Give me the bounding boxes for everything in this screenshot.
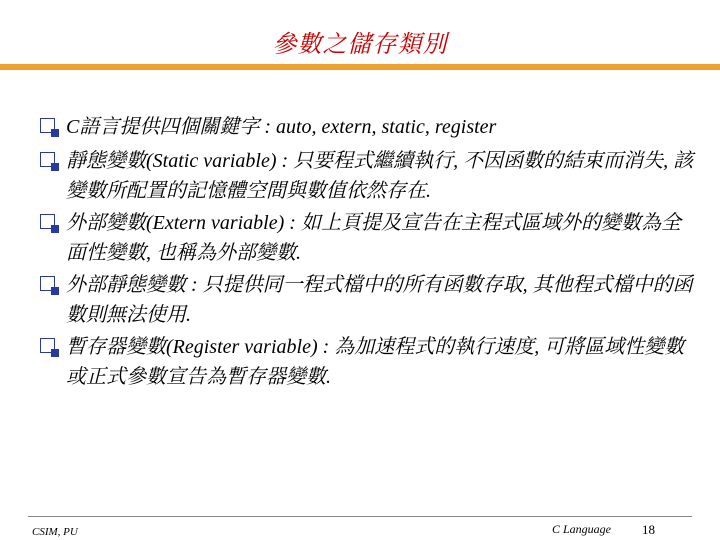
footer-organization: CSIM, PU	[32, 526, 78, 538]
square-bullet-icon	[40, 214, 55, 229]
footer-course: C Language	[552, 522, 612, 536]
square-bullet-icon	[40, 338, 55, 353]
bullet-item	[40, 112, 700, 142]
bullet-text: 靜態變數(Static variable) : 只要程式繼續執行, 不因函數的結束而消失, 該變數所配置的記憶體空間與數值依然存在.	[66, 150, 694, 202]
slide-title: 參數之儲存類別	[272, 32, 448, 58]
bullet-text: 外部變數(Extern variable) : 如上頁提及宣告在主程式區域外的變數為全面性變數, 也稱為外部變數.	[66, 212, 681, 264]
bullet-text: 暫存器變數(Register variable) : 為加速程式的執行速度, 可將區域性變數或正式參數宣告為暫存器變數.	[66, 336, 685, 388]
bullet-item	[40, 332, 700, 392]
bullet-item	[40, 208, 700, 268]
bullet-list	[40, 112, 700, 394]
square-bullet-icon	[40, 118, 55, 133]
title-divider	[0, 64, 720, 70]
page-number: 18	[642, 522, 655, 537]
square-bullet-icon	[40, 152, 55, 167]
footer-divider	[28, 516, 692, 517]
square-bullet-icon	[40, 276, 55, 291]
bullet-text: 外部靜態變數 : 只提供同一程式檔中的所有函數存取, 其他程式檔中的函數則無法使用.	[66, 274, 693, 326]
bullet-item	[40, 270, 700, 330]
bullet-text: C語言提供四個關鍵字 : auto, extern, static, register	[66, 116, 497, 138]
bullet-item	[40, 146, 700, 206]
